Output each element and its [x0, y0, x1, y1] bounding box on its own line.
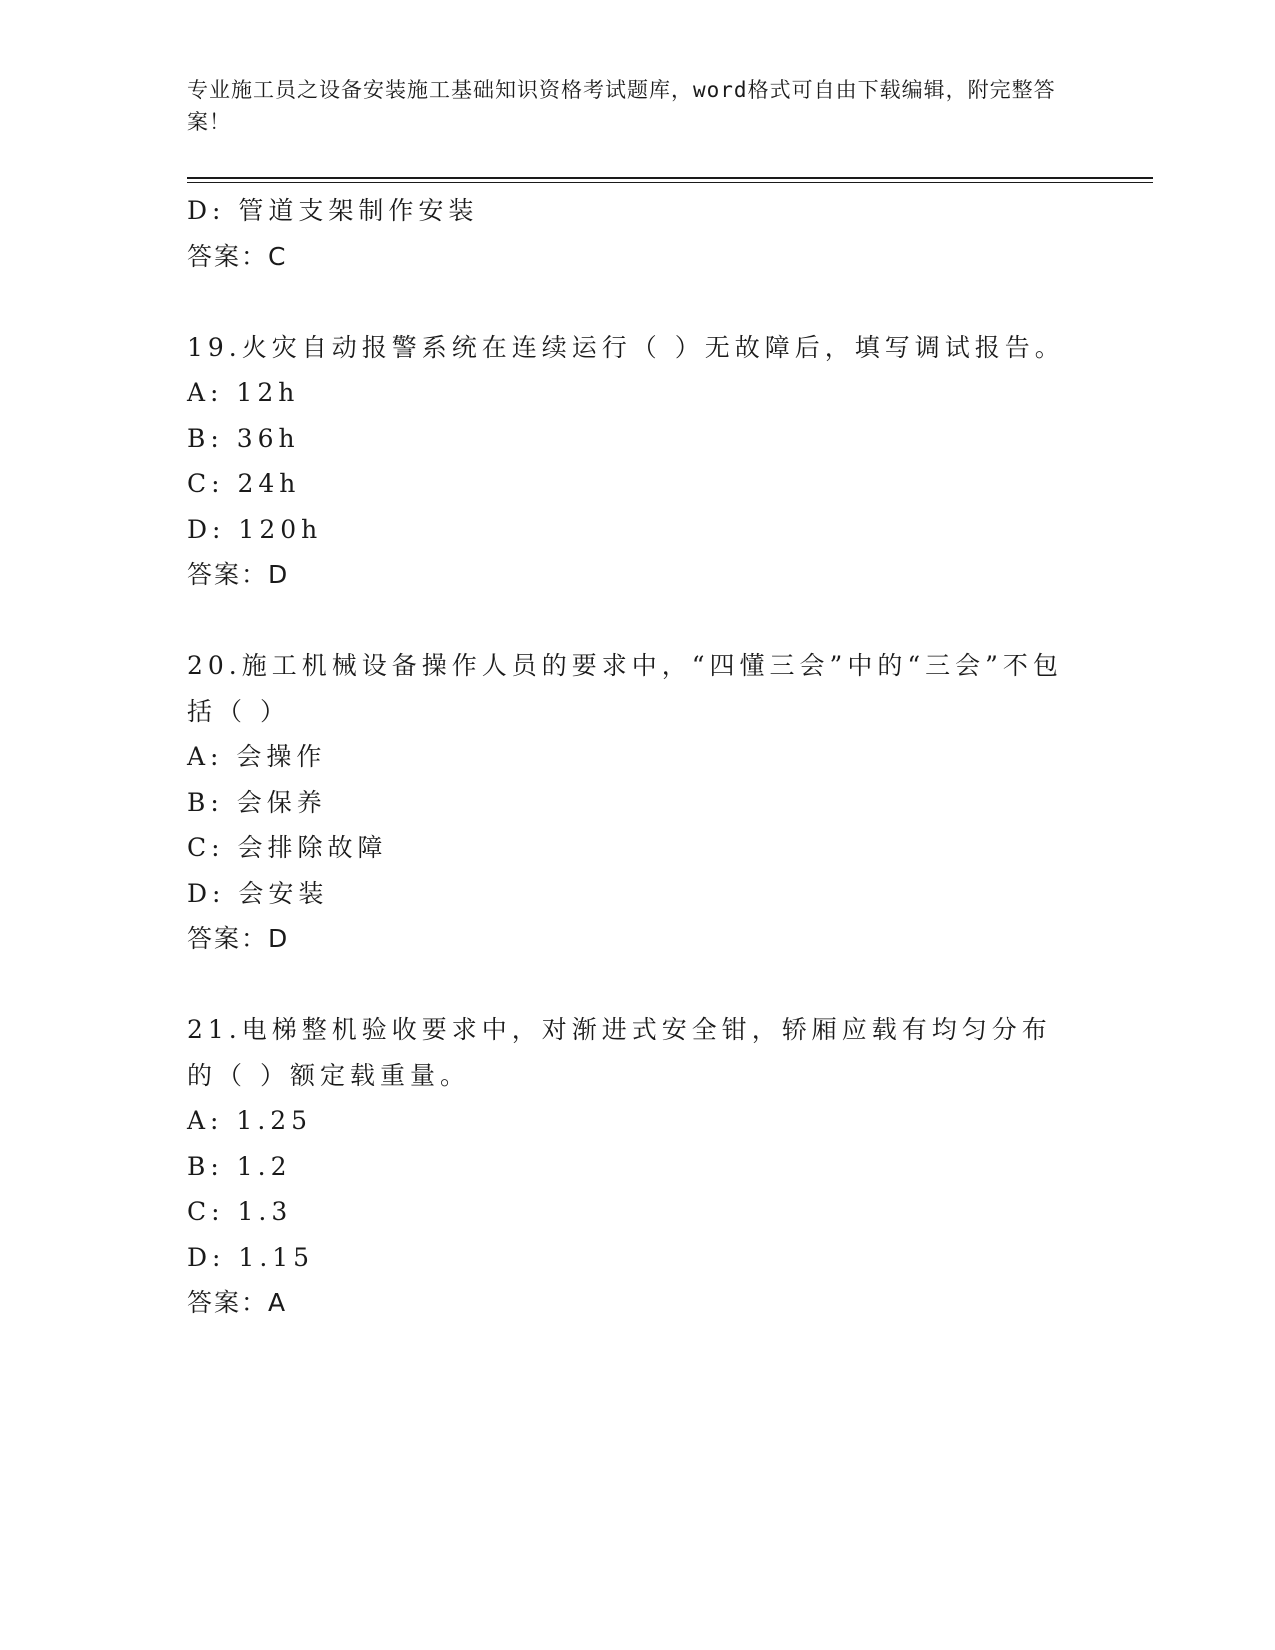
option-d: D: 会安装 — [187, 878, 329, 908]
option-d: D: 120h — [187, 514, 323, 544]
question-21 — [187, 1007, 1087, 1326]
question-answer: 答案：A — [187, 1288, 288, 1317]
option-a: A: 1.25 — [187, 1106, 313, 1135]
header-divider-thin — [187, 182, 1153, 183]
document-header — [187, 74, 1067, 138]
question-answer: 答案：D — [187, 924, 290, 953]
prev-answer: 答案：C — [187, 241, 288, 271]
option-c: C: 1.3 — [187, 1197, 293, 1226]
header-text: 专业施工员之设备安装施工基础知识资格考试题库，word格式可自由下载编辑，附完整答案！ — [187, 78, 1056, 134]
option-a: A: 12h — [187, 378, 300, 407]
question-stem: 21.电梯整机验收要求中，对渐进式安全钳，轿厢应载有均匀分布的（ ）额定载重量。 — [187, 1015, 1052, 1090]
question-19 — [187, 325, 1087, 598]
prev-option-d: D: 管道支架制作安装 — [187, 196, 479, 225]
question-stem: 19.火灾自动报警系统在连续运行（ ）无故障后，填写调试报告。 — [187, 332, 1065, 362]
option-c: C: 会排除故障 — [187, 833, 388, 862]
question-stem: 20.施工机械设备操作人员的要求中，“四懂三会”中的“三会”不包括（ ） — [187, 651, 1063, 726]
header-divider-thick — [187, 177, 1153, 179]
spacer — [187, 598, 1087, 644]
option-d: D: 1.15 — [187, 1242, 315, 1272]
option-b: B: 36h — [187, 423, 300, 453]
document-body — [187, 188, 1087, 1326]
option-c: C: 24h — [187, 469, 301, 498]
option-b: B: 会保养 — [187, 787, 327, 817]
spacer — [187, 962, 1087, 1008]
spacer — [187, 279, 1087, 325]
question-answer: 答案：D — [187, 560, 290, 589]
option-a: A: 会操作 — [187, 742, 327, 771]
question-20 — [187, 643, 1087, 962]
option-b: B: 1.2 — [187, 1151, 292, 1181]
